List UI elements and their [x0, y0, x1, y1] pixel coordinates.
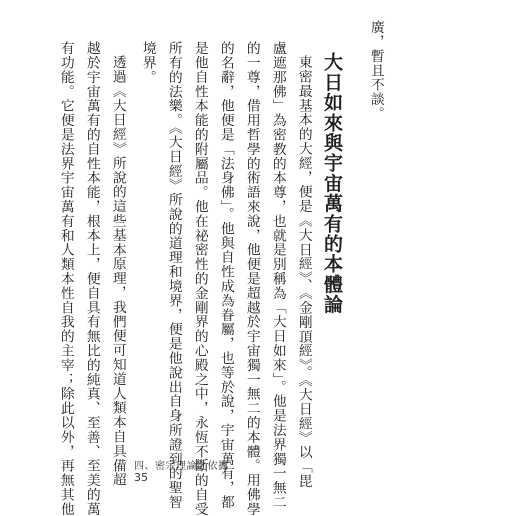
section-heading: 大日如來與宇宙萬有的本體論 [321, 52, 343, 315]
text-column: 越於宇宙萬有的自性本能，根本上，便自具有無比的純真、至善、至美的萬 [83, 41, 100, 516]
text-column: 有功能。它便是法界宇宙萬有和人類本性自我的主宰；除此以外，再無其他 [57, 41, 74, 516]
text-column: 的一尊，借用哲學的術語來說，他便是超越於宇宙獨一無二的本體。用佛學 [243, 41, 260, 516]
text-column-continuation: 廣，暫且不談。 [367, 20, 384, 121]
text-column: 所有的法樂。《大日經》所說的道理和境界，便是他說出自身所證到的聖智 [165, 41, 182, 510]
text-column: 透過《大日經》所說的這些基本原理，我們便可知道人類本自具備超 [109, 55, 126, 487]
text-column: 的名辭，他便是「法身佛」。他與自性成為眷屬，也等於說，宇宙萬有，都 [217, 41, 234, 510]
page-number: 35 [134, 471, 148, 484]
running-footer-section: 四、密宗理論之依據 [134, 461, 229, 472]
text-column: 是他自性本能的附屬品。他在祕密性的金剛界的心殿之中，永恆不斷的自受 [191, 41, 208, 516]
text-column: 東密最基本的大經，便是《大日經》、《金剛頂經》。《大日經》以「毘 [295, 55, 312, 489]
text-column: 境界。 [139, 41, 156, 85]
text-column: 盧遮那佛」為密教的本尊，也就是別稱為「大日如來」。他是法界獨一無二 [269, 41, 286, 510]
